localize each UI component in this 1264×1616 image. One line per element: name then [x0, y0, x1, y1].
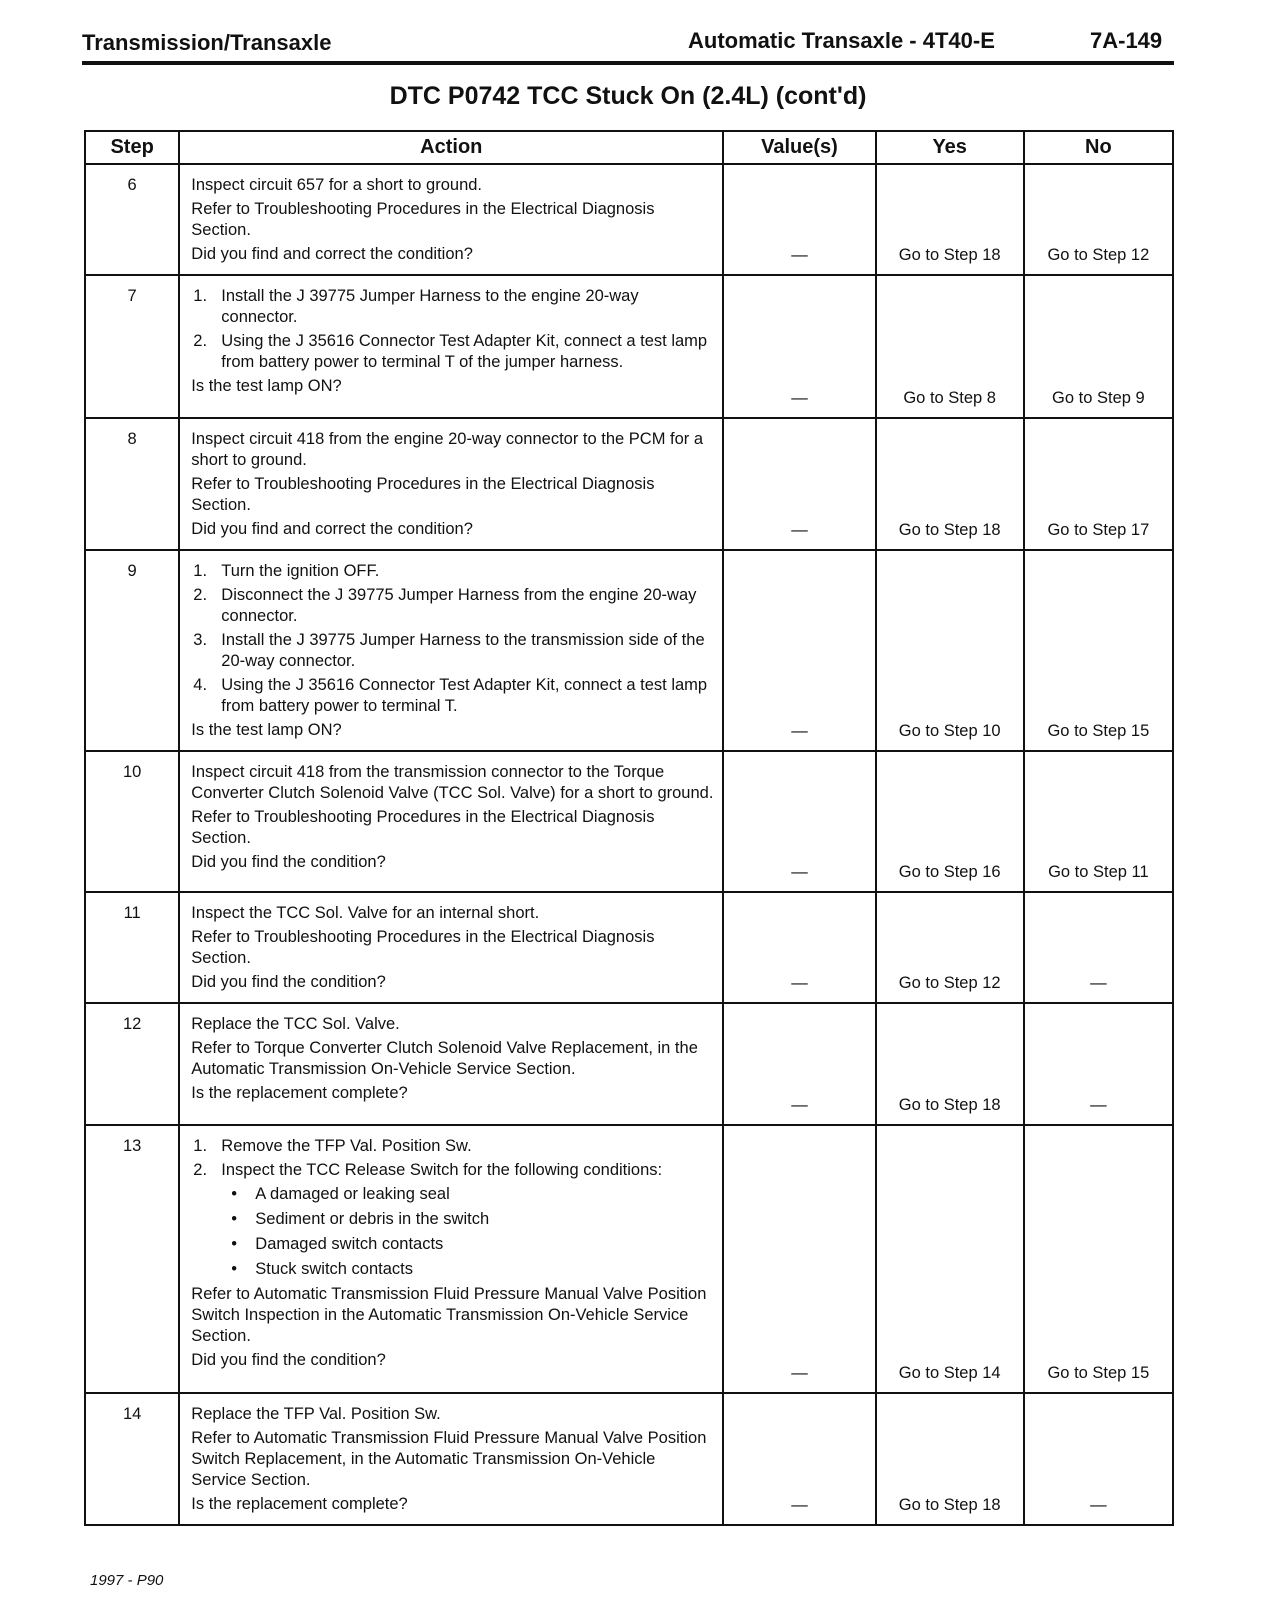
table-row [85, 1003, 1173, 1125]
action-paragraph: Refer to Torque Converter Clutch Solenoid Valve Replacement, in the Automatic Transmission On-Vehicle Service Section. [191, 1039, 698, 1078]
section-title: Transmission/Transaxle [82, 30, 332, 55]
numbered-instruction [191, 286, 714, 328]
yes-result: Go to Step 10 [876, 550, 1024, 751]
instruction-text: Inspect the TCC Release Switch for the following conditions: [221, 1161, 663, 1179]
instruction-number: 1. [193, 562, 208, 580]
action-paragraph: Refer to Troubleshooting Procedures in the Electrical Diagnosis Section. [191, 928, 655, 967]
yes-result: Go to Step 18 [876, 418, 1024, 550]
action-cell [179, 1393, 723, 1525]
column-header-yes: Yes [876, 131, 1024, 164]
table-row [85, 1125, 1173, 1393]
action-cell [179, 1125, 723, 1393]
yes-result: Go to Step 14 [876, 1125, 1024, 1393]
numbered-instruction [191, 675, 714, 717]
value-cell: — [723, 892, 875, 1003]
action-paragraph: Is the test lamp ON? [191, 377, 342, 395]
instruction-number: 3. [193, 631, 208, 649]
value-cell: — [723, 1125, 875, 1393]
column-header-step: Step [85, 131, 179, 164]
instruction-text: Using the J 35616 Connector Test Adapter Kit, connect a test lamp from battery power to terminal T. [221, 676, 708, 715]
instruction-number: 4. [193, 676, 208, 694]
table-row [85, 418, 1173, 550]
bullet-item [191, 1259, 714, 1280]
step-number: 8 [85, 418, 179, 550]
page-number: 7A-149 [1090, 28, 1163, 53]
bullet-text: A damaged or leaking seal [255, 1185, 450, 1203]
bullet-text: Damaged switch contacts [255, 1235, 444, 1253]
action-paragraph: Inspect the TCC Sol. Valve for an internal short. [191, 904, 540, 922]
table-row [85, 275, 1173, 418]
table-row [85, 164, 1173, 275]
bullet-icon: • [231, 1185, 238, 1203]
numbered-instruction [191, 630, 714, 672]
step-number: 6 [85, 164, 179, 275]
action-cell [179, 164, 723, 275]
action-cell [179, 892, 723, 1003]
bullet-item [191, 1234, 714, 1255]
value-cell: — [723, 1393, 875, 1525]
action-paragraph: Did you find and correct the condition? [191, 520, 473, 538]
value-cell: — [723, 418, 875, 550]
action-paragraph: Refer to Automatic Transmission Fluid Pressure Manual Valve Position Switch Replacement, in the Automatic Transmission On-Vehicle Service Section. [191, 1429, 707, 1489]
no-result: Go to Step 17 [1024, 418, 1173, 550]
instruction-number: 2. [193, 332, 208, 350]
action-paragraph: Refer to Troubleshooting Procedures in the Electrical Diagnosis Section. [191, 200, 655, 239]
action-paragraph: Inspect circuit 418 from the engine 20-way connector to the PCM for a short to ground. [191, 430, 704, 469]
bullet-item [191, 1209, 714, 1230]
action-paragraph: Did you find and correct the condition? [191, 245, 473, 263]
action-paragraph: Is the test lamp ON? [191, 721, 342, 739]
instruction-text: Install the J 39775 Jumper Harness to the transmission side of the 20-way connector. [221, 631, 705, 670]
step-number: 10 [85, 751, 179, 892]
bullet-icon: • [231, 1210, 238, 1228]
bullet-icon: • [231, 1235, 238, 1253]
yes-result: Go to Step 18 [876, 1393, 1024, 1525]
diagnostic-table [84, 130, 1174, 1526]
numbered-instruction [191, 331, 714, 373]
value-cell: — [723, 1003, 875, 1125]
no-result: — [1024, 892, 1173, 1003]
value-cell: — [723, 164, 875, 275]
action-paragraph: Did you find the condition? [191, 1351, 386, 1369]
table-header-row [85, 131, 1173, 164]
yes-result: Go to Step 18 [876, 1003, 1024, 1125]
instruction-number: 1. [193, 287, 208, 305]
instruction-text: Remove the TFP Val. Position Sw. [221, 1137, 472, 1155]
action-paragraph: Replace the TCC Sol. Valve. [191, 1015, 400, 1033]
action-cell [179, 275, 723, 418]
yes-result: Go to Step 16 [876, 751, 1024, 892]
no-result: Go to Step 9 [1024, 275, 1173, 418]
action-cell [179, 751, 723, 892]
action-paragraph: Did you find the condition? [191, 853, 386, 871]
instruction-number: 2. [193, 1161, 208, 1179]
table-row [85, 1393, 1173, 1525]
action-paragraph: Refer to Troubleshooting Procedures in the Electrical Diagnosis Section. [191, 808, 655, 847]
value-cell: — [723, 275, 875, 418]
step-number: 7 [85, 275, 179, 418]
footer-code: 1997 - P90 [90, 1572, 164, 1589]
action-cell [179, 1003, 723, 1125]
action-paragraph: Refer to Troubleshooting Procedures in the Electrical Diagnosis Section. [191, 475, 655, 514]
action-cell [179, 418, 723, 550]
step-number: 12 [85, 1003, 179, 1125]
numbered-instruction [191, 1136, 714, 1157]
value-cell: — [723, 751, 875, 892]
action-paragraph: Is the replacement complete? [191, 1084, 408, 1102]
no-result: Go to Step 15 [1024, 1125, 1173, 1393]
instruction-number: 1. [193, 1137, 208, 1155]
table-body [85, 164, 1173, 1525]
page-title: DTC P0742 TCC Stuck On (2.4L) (cont'd) [389, 82, 867, 110]
instruction-text: Using the J 35616 Connector Test Adapter Kit, connect a test lamp from battery power to terminal T of the jumper harness. [221, 332, 708, 371]
numbered-instruction [191, 585, 714, 627]
bullet-text: Stuck switch contacts [255, 1260, 414, 1278]
header-rule [82, 61, 1174, 65]
bullet-item [191, 1184, 714, 1205]
instruction-text: Turn the ignition OFF. [221, 562, 380, 580]
instruction-text: Disconnect the J 39775 Jumper Harness from the engine 20-way connector. [221, 586, 697, 625]
column-header-values: Value(s) [723, 131, 875, 164]
table-row [85, 550, 1173, 751]
no-result: Go to Step 15 [1024, 550, 1173, 751]
numbered-instruction [191, 561, 714, 582]
no-result: Go to Step 11 [1024, 751, 1173, 892]
action-cell [179, 550, 723, 751]
action-paragraph: Is the replacement complete? [191, 1495, 408, 1513]
column-header-no: No [1024, 131, 1173, 164]
step-number: 11 [85, 892, 179, 1003]
step-number: 9 [85, 550, 179, 751]
action-paragraph: Did you find the condition? [191, 973, 386, 991]
instruction-text: Install the J 39775 Jumper Harness to the engine 20-way connector. [221, 287, 639, 326]
yes-result: Go to Step 18 [876, 164, 1024, 275]
yes-result: Go to Step 8 [876, 275, 1024, 418]
action-paragraph: Refer to Automatic Transmission Fluid Pressure Manual Valve Position Switch Inspection in the Automatic Transmission On-Vehicle Service Section. [191, 1285, 707, 1345]
bullet-icon: • [231, 1260, 238, 1278]
bullet-text: Sediment or debris in the switch [255, 1210, 490, 1228]
table-row [85, 892, 1173, 1003]
yes-result: Go to Step 12 [876, 892, 1024, 1003]
action-paragraph: Inspect circuit 418 from the transmission connector to the Torque Converter Clutch Solenoid Valve (TCC Sol. Valve) for a short to ground. [191, 763, 714, 802]
no-result: Go to Step 12 [1024, 164, 1173, 275]
value-cell: — [723, 550, 875, 751]
column-header-action: Action [179, 131, 723, 164]
table-row [85, 751, 1173, 892]
step-number: 13 [85, 1125, 179, 1393]
no-result: — [1024, 1003, 1173, 1125]
action-paragraph: Inspect circuit 657 for a short to ground. [191, 176, 483, 194]
no-result: — [1024, 1393, 1173, 1525]
action-paragraph: Replace the TFP Val. Position Sw. [191, 1405, 441, 1423]
subsection-title: Automatic Transaxle - 4T40-E [688, 28, 995, 53]
instruction-number: 2. [193, 586, 208, 604]
step-number: 14 [85, 1393, 179, 1525]
numbered-instruction [191, 1160, 714, 1181]
